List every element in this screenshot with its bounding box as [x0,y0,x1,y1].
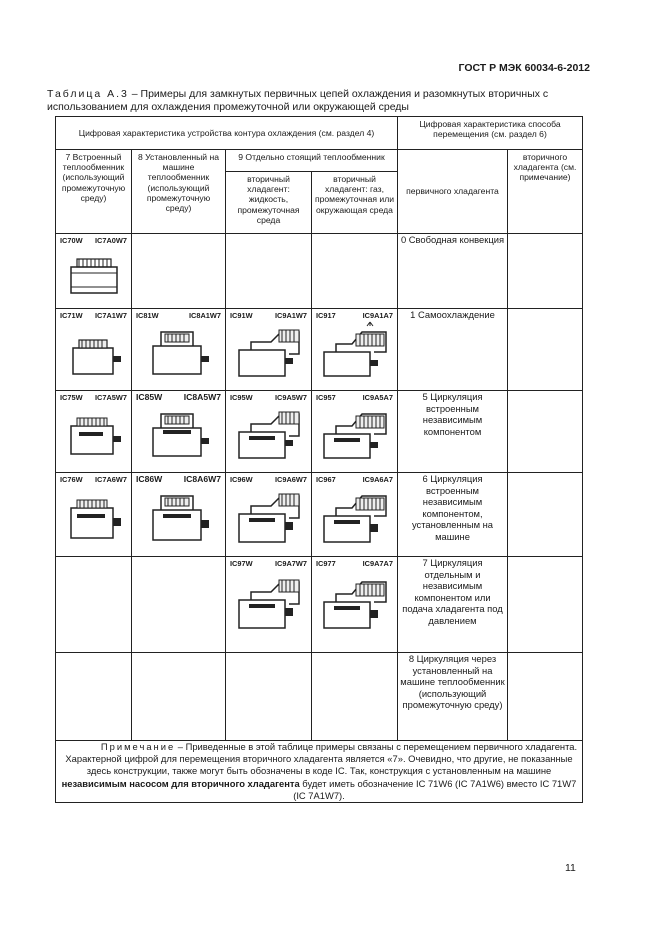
cell-c7: IC76W IC7A6W7 [56,473,132,557]
cell-c9b: IC977 IC9A7A7 [312,557,398,653]
header-method-group: Цифровая характеристика способа перемещения (см. раздел 6) [398,117,583,150]
header-secondary: вторичного хладагента (см. примечание) [508,150,583,234]
cooling-diagram [61,245,127,297]
cell-c9b: IC957 IC9A5A7 [312,391,398,473]
method-cell: 8 Циркуляция через установленный на машине теплообменник (использующий промежуточную среду) [398,653,508,741]
cooling-diagram [61,484,127,544]
cell-c9a: IC91W IC9A1W7 [226,309,312,391]
table-row [56,557,583,653]
table-row [56,653,583,741]
header-primary: первичного хладагента [398,150,508,234]
header-col9a: вторичный хладагент: жидкость, промежуточная среда [226,172,312,234]
note-label: Примечание [100,741,176,752]
cell-c9a: IC97W IC9A7W7 [226,557,312,653]
cooling-diagram [312,484,402,546]
cell-c7: IC75W IC7A5W7 [56,391,132,473]
caption-text: – Примеры для замкнутых первичных цепей охлаждения и разомкнутых вторичных с использованием для охлаждения промежуточной или окружающей среды [47,88,549,113]
cooling-diagram [229,320,309,380]
header-col9: 9 Отдельно стоящий теплообменник [226,150,398,172]
table-note: Примечание – Приведенные в этой таблице примеры связаны с перемещением первичного хладагента. Характерной цифрой для перемещения вторичного хладагента является «7». Очевидно, что другие, не показанные здесь конструкции, также могут быть обозначены в коде IC. Так, конструкция с установленным на машине независимым насосом для вторичного хладагента будет иметь обозначение IC 71W6 (IC 7A1W6) вместо IC 71W7 (IC 7A1W7). [56,741,583,803]
cooling-diagram [61,402,127,460]
cell-c8: IC81W IC8A1W7 [132,309,226,391]
header-col8: 8 Установленный на машине теплообменник (использующий промежуточную среду) [132,150,226,234]
cell-c9b: IC917 IC9A1A7 [312,309,398,391]
cell-c9a: IC96W IC9A6W7 [226,473,312,557]
cooling-diagram [312,568,402,632]
method-cell: 0 Свободная конвекция [398,234,508,309]
cell-c9b: IC967 IC9A6A7 [312,473,398,557]
table-row [56,234,583,309]
cooling-diagram [137,484,221,544]
method-cell: 6 Циркуляция встроенным независимым компонентом, установленным на машине [398,473,508,557]
cell-c7: IC71W IC7A1W7 [56,309,132,391]
page-number: 11 [565,862,576,874]
method-cell: 5 Циркуляция встроенным независимым компонентом [398,391,508,473]
cooling-examples-table [55,116,583,803]
cooling-diagram [229,484,309,546]
header-col7: 7 Встроенный теплообменник (использующий промежуточную среду) [56,150,132,234]
cell-c8: IC86W IC8A6W7 [132,473,226,557]
cooling-diagram [137,320,221,378]
cooling-diagram [312,320,402,380]
table-row [56,473,583,557]
method-cell: 1 Самоохлаждение [398,309,508,391]
table-row [56,309,583,391]
table-caption [47,88,592,113]
cooling-diagram [61,320,127,378]
cooling-diagram [229,402,309,462]
cooling-diagram [229,568,309,632]
header-col9b: вторичный хладагент: газ, промежуточная или окружающая среда [312,172,398,234]
table-row [56,391,583,473]
caption-prefix: Таблица А.3 [47,88,129,100]
standard-designation: ГОСТ Р МЭК 60034-6-2012 [458,62,590,74]
cell-c7: IC70W IC7A0W7 [56,234,132,309]
method-cell: 7 Циркуляция отдельным и независимым компонентом или подача хладагента под давлением [398,557,508,653]
cooling-diagram [312,402,402,462]
cell-c9a: IC95W IC9A5W7 [226,391,312,473]
cooling-diagram [137,402,221,460]
cell-c8: IC85W IC8A5W7 [132,391,226,473]
header-device-group: Цифровая характеристика устройства контура охлаждения (см. раздел 4) [56,117,398,150]
